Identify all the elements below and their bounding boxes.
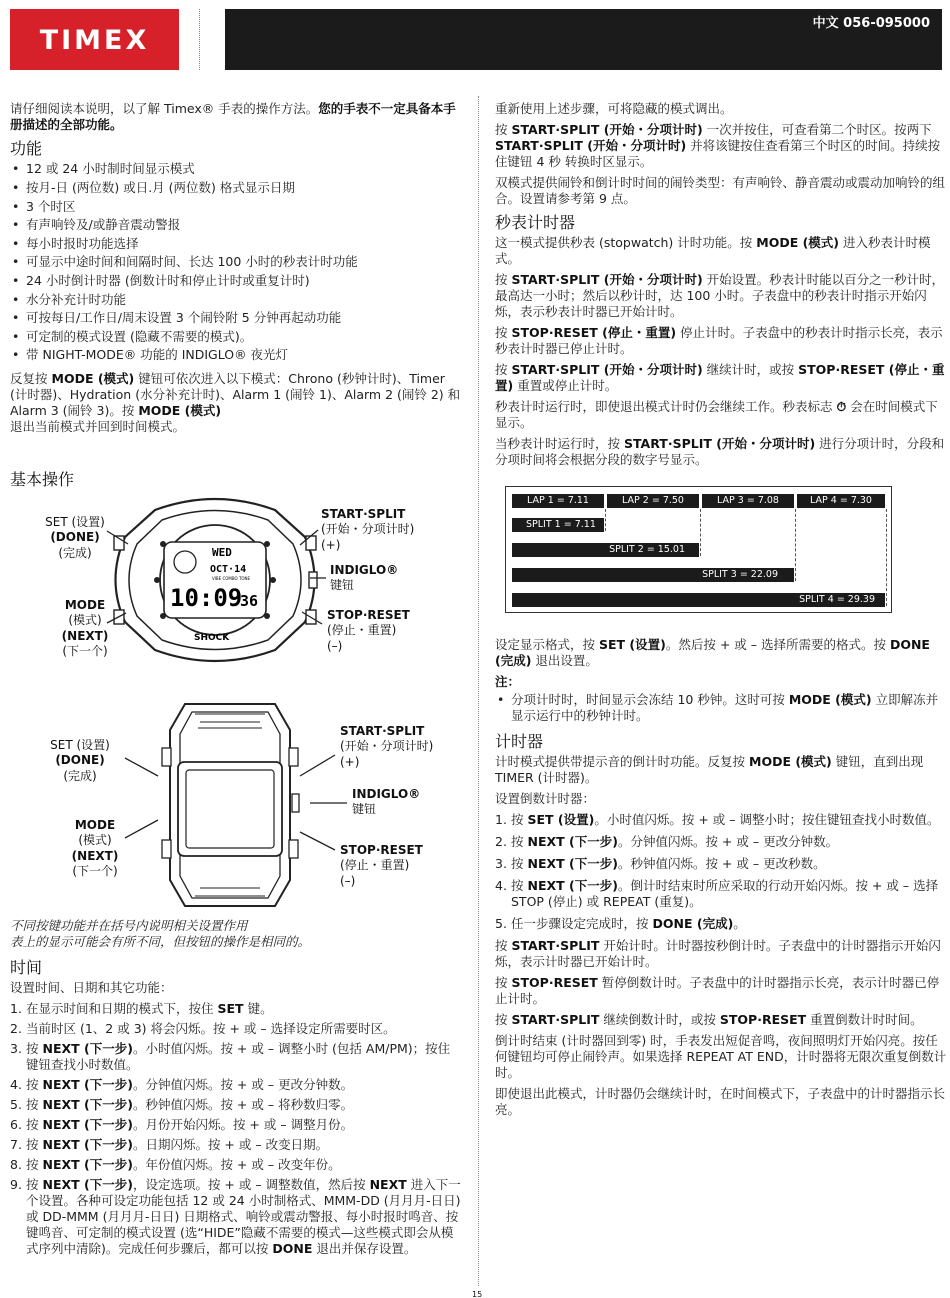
list-item: 9. 按 NEXT (下一步)，设定选项。按 + 或 – 调整数值，然后按 NEXT 进入下一个设置。各种可设定功能包括 12 或 24 小时制格式、MMM-DD (月月月-日日) 或 DD-MMM (月月月-日日) 日期格式、响铃或震动警报、每小时报时鸣音、按键鸣音、可定制的模式设置 (选“HIDE”隐藏不需要的模式—这些模式即会从模式序列中清除)。完成任何步骤后，都可以按 DONE 退出并保存设置。 bbox=[10, 1177, 461, 1257]
tm-p5: 按 START·SPLIT 继续倒数计时，或按 STOP·RESET 重置倒数计时时间。 bbox=[495, 1012, 923, 1028]
lap-divider bbox=[886, 509, 887, 606]
timer-steps bbox=[495, 812, 947, 932]
intro-paragraph: 请仔细阅读本说明，以了解 Timex® 手表的操作方法。您的手表不一定具备本手册描述的全部功能。 bbox=[10, 101, 456, 132]
lap-label: LAP 2 = 7.50 bbox=[607, 494, 699, 508]
list-item: 4. 按 NEXT (下一步)。分钟值闪烁。按 + 或 – 更改分钟数。 bbox=[10, 1077, 354, 1093]
list-item: 1. 按 SET (设置)。小时值闪烁。按 + 或 – 调整小时；按住键钮查找小时数值。 bbox=[495, 812, 940, 828]
sw-p2: 按 START·SPLIT (开始・分项计时) 开始设置。秒表计时能以百分之一秒计时，最高达一小时；然后以秒计时，达 100 小时。子表盘中的秒表计时指示开始闪烁，表示秒表计时器已开始计时。 bbox=[495, 272, 945, 320]
set-label-2: SET (设置) (DONE) (完成) bbox=[50, 738, 110, 783]
right-column-top bbox=[495, 101, 947, 473]
features-title: 功能 bbox=[10, 139, 43, 158]
list-item: • 12 或 24 小时制时间显示模式 bbox=[10, 161, 462, 177]
split-bar: SPLIT 2 = 15.01 bbox=[512, 543, 699, 557]
list-item: 3. 按 NEXT (下一步)。小时值闪烁。按 + 或 – 调整小时 (包括 AM/PM)；按住键钮查找小时数值。 bbox=[10, 1041, 451, 1073]
list-item: • 分项计时时，时间显示会冻结 10 秒钟。这时可按 MODE (模式) 立即解冻并显示运行中的秒钟计时。 bbox=[495, 692, 947, 724]
lap-split-chart bbox=[505, 486, 892, 613]
right-p2: 按 START·SPLIT (开始・分项计时) 一次并按住，可查看第二个时区。按两下 START·SPLIT (开始・分项计时) 并将该键按住查看第三个时区的时间。持续按住键钮 4 秒 转换时区显示。 bbox=[495, 122, 941, 169]
list-item: • 24 小时倒计时器 (倒数计时和停止计时或重复计时) bbox=[10, 273, 462, 289]
set-label-1: SET (设置) (DONE) (完成) bbox=[45, 515, 105, 560]
lap-label: LAP 1 = 7.11 bbox=[512, 494, 604, 508]
list-item: • 可定制的模式设置 (隐藏不需要的模式)。 bbox=[10, 329, 462, 345]
list-item: 2. 当前时区 (1、2 或 3) 将会闪烁。按 + 或 – 选择设定所需要时区。 bbox=[10, 1021, 396, 1037]
lap-divider bbox=[700, 509, 701, 556]
list-item: • 按月-日 (两位数) 或日.月 (两位数) 格式显示日期 bbox=[10, 180, 462, 196]
tm-p6: 倒计时结束 (计时器回到零) 时，手表发出短促音鸣，夜间照明灯开始闪亮。按任何键钮均可停止闹铃声。如果选择 REPEAT AT END，计时器将无限次重复倒数计时。 bbox=[495, 1033, 947, 1081]
sw-p4: 按 START·SPLIT (开始・分项计时) 继续计时，或按 STOP·RESET (停止・重置) 重置或停止计时。 bbox=[495, 362, 945, 394]
time-steps bbox=[10, 1001, 462, 1257]
watch-seconds: 36 bbox=[240, 592, 259, 610]
start-label-2: START·SPLIT (开始・分项计时) (+) bbox=[340, 724, 434, 769]
list-item: 1. 在显示时间和日期的模式下，按住 SET 键。 bbox=[10, 1001, 273, 1017]
brand-name: TIMEX bbox=[39, 25, 150, 56]
list-item: • 可按每日/工作日/周末设置 3 个闹铃附 5 分钟再起动功能 bbox=[10, 310, 462, 326]
sw-p3: 按 STOP·RESET (停止・重置) 停止计时。子表盘中的秒表计时指示长亮，表示秒表计时器已停止计时。 bbox=[495, 325, 943, 357]
watch-day: WED bbox=[212, 546, 232, 559]
basic-title: 基本操作 bbox=[10, 470, 75, 489]
list-item: • 3 个时区 bbox=[10, 199, 462, 215]
tm-p7: 即使退出此模式，计时器仍会继续计时，在时间模式下，子表盘中的计时器指示长亮。 bbox=[495, 1086, 946, 1118]
mode-label-1: MODE (模式) (NEXT) (下一个) bbox=[61, 598, 109, 659]
sw-p7: 设定显示格式，按 SET (设置)。然后按 + 或 – 选择所需要的格式。按 DONE (完成) 退出设置。 bbox=[495, 637, 930, 668]
tm-p4: 按 STOP·RESET 暂停倒数计时。子表盘中的计时器指示长亮，表示计时器已停止计时。 bbox=[495, 975, 940, 1007]
list-item: • 可显示中途时间和间隔时间、长达 100 小时的秒表计时功能 bbox=[10, 254, 462, 270]
mode-paragraph: 反复按 MODE (模式) 键钮可依次进入以下模式：Chrono (秒钟计时)、Timer (计时器)、Hydration (水分补充计时)、Alarm 1 (闹铃 1)、Alarm 2 (闹铃 2) 和 Alarm 3 (闹铃 3)。按 MODE (模式) 退出当前模式并回到时间模式。 bbox=[10, 371, 461, 435]
stopwatch-title: 秒表计时器 bbox=[495, 213, 576, 232]
tm-p3: 按 START·SPLIT 开始计时。计时器按秒倒计时。子表盘中的计时器指示开始闪烁，表示计时器已开始计时。 bbox=[495, 938, 941, 970]
sw-p6: 当秒表计时运行时，按 START·SPLIT (开始・分项计时) 进行分项计时，分段和分项时间将会根据分段的数字号显示。 bbox=[495, 436, 945, 468]
start-label-1: START·SPLIT (开始・分项计时) (+) bbox=[321, 507, 415, 552]
stop-label-2: STOP·RESET (停止・重置) (–) bbox=[340, 843, 423, 888]
right-p3: 双模式提供闹铃和倒计时时间的闹铃类型：有声响铃、静音震动或震动加响铃的组合。设置请参考第 9 点。 bbox=[495, 175, 946, 206]
language-code: 中文 056-095000 bbox=[812, 16, 930, 31]
lap-label: LAP 3 = 7.08 bbox=[702, 494, 794, 508]
list-item: 3. 按 NEXT (下一步)。秒钟值闪烁。按 + 或 – 更改秒数。 bbox=[495, 856, 826, 872]
indiglo-label-2: INDIGLO® 键钮 bbox=[352, 787, 421, 817]
timer-title: 计时器 bbox=[495, 732, 544, 751]
lap-divider bbox=[605, 509, 606, 531]
time-title: 时间 bbox=[10, 958, 43, 977]
mode-label-2: MODE (模式) (NEXT) (下一个) bbox=[71, 818, 119, 879]
note-label: 注： bbox=[495, 674, 521, 689]
watch-brand-text: SHOCK bbox=[194, 633, 230, 643]
list-item: 8. 按 NEXT (下一步)。年份值闪烁。按 + 或 – 改变年份。 bbox=[10, 1157, 341, 1173]
split-bar: SPLIT 4 = 29.39 bbox=[512, 593, 885, 607]
list-item: 4. 按 NEXT (下一步)。倒计时结束时所应采取的行动开始闪烁。按 + 或 – 选择 STOP (停止) 或 REPEAT (重复)。 bbox=[495, 878, 939, 910]
list-item: 7. 按 NEXT (下一步)。日期闪烁。按 + 或 – 改变日期。 bbox=[10, 1137, 329, 1153]
watch-combo: VIBE COMBO TONE bbox=[212, 576, 251, 581]
list-item: 5. 任一步骤设定完成时，按 DONE (完成)。 bbox=[495, 916, 746, 932]
stop-label-1: STOP·RESET (停止・重置) (–) bbox=[327, 608, 410, 653]
note-list bbox=[495, 692, 947, 724]
lap-label: LAP 4 = 7.30 bbox=[797, 494, 885, 508]
list-item: • 每小时报时功能选择 bbox=[10, 236, 462, 252]
right-p1: 重新使用上述步骤，可将隐藏的模式调出。 bbox=[495, 101, 733, 116]
list-item: 5. 按 NEXT (下一步)。秒钟值闪烁。按 + 或 – 将秒数归零。 bbox=[10, 1097, 354, 1113]
list-item: 2. 按 NEXT (下一步)。分钟值闪烁。按 + 或 – 更改分钟数。 bbox=[495, 834, 839, 850]
watch-date: OCT·14 bbox=[210, 564, 247, 575]
split-bar: SPLIT 1 = 7.11 bbox=[512, 518, 604, 532]
time-intro: 设置时间、日期和其它功能： bbox=[10, 980, 173, 996]
indiglo-label-1: INDIGLO® 键钮 bbox=[330, 563, 399, 593]
watch-time: 10:09 bbox=[170, 584, 243, 612]
illustration-note: 不同按键功能并在括号内说明相关设置作用 表上的显示可能会有所不同，但按钮的操作是相同的。 bbox=[10, 918, 311, 949]
list-item: • 带 NIGHT-MODE® 功能的 INDIGLO® 夜光灯 bbox=[10, 347, 462, 363]
right-column-bottom bbox=[495, 637, 947, 1123]
split-bar: SPLIT 3 = 22.09 bbox=[512, 568, 794, 582]
sw-p5: 秒表计时运行时，即使退出模式计时仍会继续工作。秒表标志 ⏱ 会在时间模式下显示。 bbox=[495, 399, 938, 431]
time-section bbox=[10, 918, 462, 1261]
sw-p1: 这一模式提供秒表 (stopwatch) 计时功能。按 MODE (模式) 进入秒表计时模式。 bbox=[495, 235, 931, 267]
list-item: • 有声响铃及/或静音震动警报 bbox=[10, 217, 462, 233]
page-number: 15 bbox=[472, 1290, 483, 1298]
list-item: 6. 按 NEXT (下一步)。月份开始闪烁。按 + 或 – 调整月份。 bbox=[10, 1117, 354, 1133]
tm-p2: 设置倒数计时器： bbox=[495, 791, 596, 807]
lap-divider bbox=[795, 509, 796, 581]
tm-p1: 计时模式提供带提示音的倒计时功能。反复按 MODE (模式) 键钮，直到出现 TIMER (计时器)。 bbox=[495, 754, 924, 786]
list-item: • 水分补充计时功能 bbox=[10, 292, 462, 308]
stopwatch-icon: ⏱ bbox=[836, 399, 847, 415]
